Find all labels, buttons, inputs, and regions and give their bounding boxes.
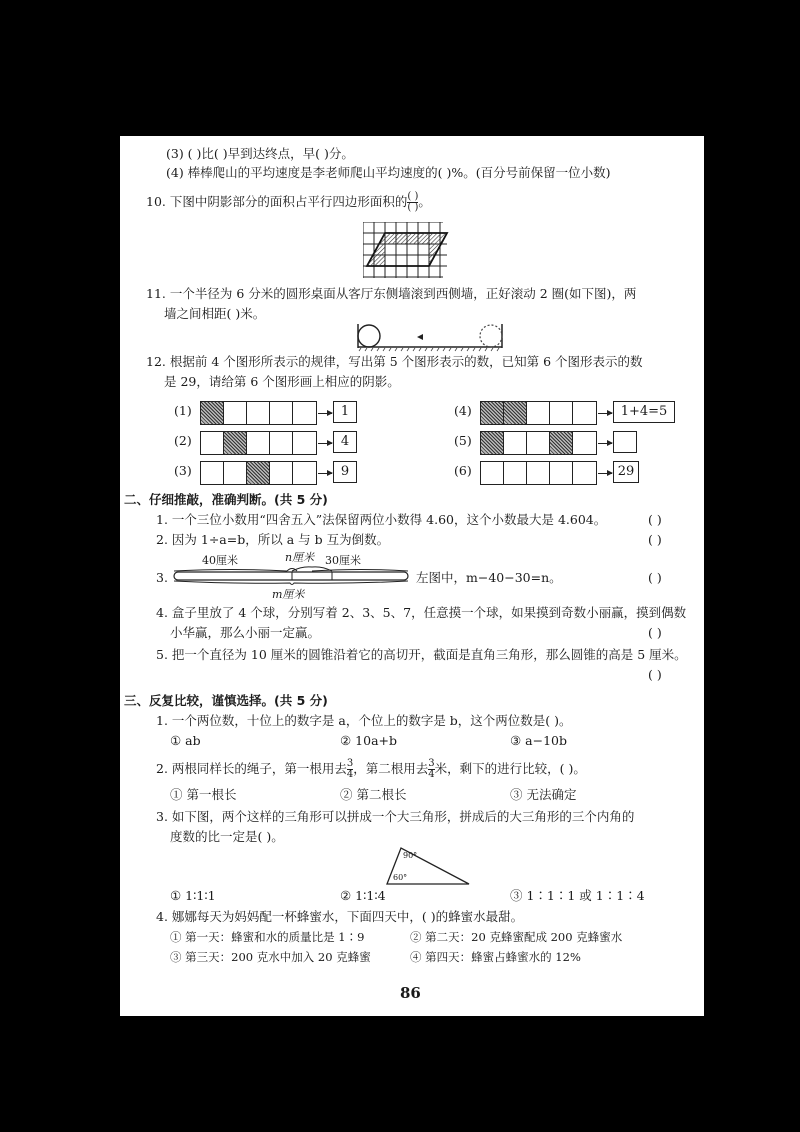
segment-m-label: m厘米 bbox=[272, 588, 305, 601]
q10-question: 10. 下图中阴影部分的面积占平行四边形面积的 $\frac{( )}{( )}$ 。 bbox=[146, 191, 431, 213]
figure-1-arrow bbox=[318, 413, 332, 414]
segment-n-label: n厘米 bbox=[285, 551, 315, 564]
judge-item-4-line2: 小华赢，那么小丽一定赢。 bbox=[170, 625, 321, 640]
choice-q3-line1: 3. 如下图，两个这样的三角形可以拼成一个大三角形，拼成后的大三角形的三个内角的 bbox=[156, 809, 635, 824]
choice-q2-option-3[interactable]: ③ 无法确定 bbox=[510, 787, 577, 802]
judge-answer-2[interactable]: ( ) bbox=[648, 532, 662, 547]
figure-4-result: 1+4=5 bbox=[613, 401, 675, 423]
choice-q1-option-3[interactable]: ③ a−10b bbox=[510, 733, 568, 748]
figure-5-label: (5) bbox=[454, 433, 472, 448]
judge-item-3-text: 左图中，m−40−30=n。 bbox=[416, 570, 562, 585]
q11-line2: 墙之间相距( )米。 bbox=[164, 306, 266, 321]
figure-2-result: 4 bbox=[333, 431, 357, 453]
choice-q1-option-2[interactable]: ② 10a+b bbox=[340, 733, 398, 748]
choice-q4-option-1[interactable]: ① 第一天：蜂蜜和水的质量比是 1∶9 bbox=[170, 930, 365, 944]
figure-5-cells bbox=[480, 431, 597, 455]
segment-diagram bbox=[172, 566, 412, 588]
figure-4-arrow bbox=[598, 413, 612, 414]
choice-q3-option-2[interactable]: ② 1∶1∶4 bbox=[340, 888, 386, 903]
figure-1-cells bbox=[200, 401, 317, 425]
figure-2-label: (2) bbox=[174, 433, 192, 448]
judge-answer-3[interactable]: ( ) bbox=[648, 570, 662, 585]
angle-90-label: 90° bbox=[403, 851, 418, 860]
q12-line1: 12. 根据前 4 个图形所表示的规律，写出第 5 个图形表示的数，已知第 6 个图形表示的数 bbox=[146, 354, 643, 369]
judge-answer-1[interactable]: ( ) bbox=[648, 512, 662, 527]
parallelogram-grid-figure bbox=[363, 222, 451, 278]
worksheet-page bbox=[120, 136, 704, 1016]
rolling-table-diagram bbox=[355, 322, 505, 352]
figure-6-arrow bbox=[598, 473, 612, 474]
figure-1-label: (1) bbox=[174, 403, 192, 418]
choice-q1-option-1[interactable]: ① ab bbox=[170, 733, 201, 748]
choice-q3-line2: 度数的比一定是( )。 bbox=[170, 829, 284, 844]
judge-answer-5[interactable]: ( ) bbox=[648, 667, 662, 682]
page-number: 86 bbox=[400, 984, 421, 1002]
figure-6-label: (6) bbox=[454, 463, 472, 478]
figure-1-result: 1 bbox=[333, 401, 357, 423]
q11-line1: 11. 一个半径为 6 分米的圆形桌面从客厅东侧墙滚到西侧墙，正好滚动 2 圈(如下图)，两 bbox=[146, 286, 637, 301]
figure-4-cells bbox=[480, 401, 597, 425]
q9-sub3: (3) ( )比( )早到达终点，早( )分。 bbox=[166, 146, 354, 161]
choice-q2-option-2[interactable]: ② 第二根长 bbox=[340, 787, 407, 802]
figure-3-label: (3) bbox=[174, 463, 192, 478]
figure-6-cells[interactable] bbox=[480, 461, 597, 485]
segment-40-label: 40厘米 bbox=[202, 554, 238, 567]
angle-60-label: 60° bbox=[393, 873, 408, 882]
q9-sub4: (4) 棒棒爬山的平均速度是李老师爬山平均速度的( )%。(百分号前保留一位小数) bbox=[166, 165, 611, 180]
section-2-title: 二、仔细推敲，准确判断。(共 5 分) bbox=[124, 492, 328, 507]
q12-line2: 是 29，请给第 6 个图形画上相应的阴影。 bbox=[164, 374, 400, 389]
judge-item-4-line1: 4. 盒子里放了 4 个球，分别写着 2、3、5、7，任意摸一个球，如果摸到奇数小丽赢，摸到偶数 bbox=[156, 605, 687, 620]
figure-4-label: (4) bbox=[454, 403, 472, 418]
segment-30-label: 30厘米 bbox=[325, 554, 361, 567]
figure-5-arrow bbox=[598, 443, 612, 444]
figure-2-cells bbox=[200, 431, 317, 455]
q10-text: 10. 下图中阴影部分的面积占平行四边形面积的 bbox=[146, 194, 408, 209]
section-3-title: 三、反复比较，谨慎选择。(共 5 分) bbox=[124, 693, 328, 708]
figure-3-arrow bbox=[318, 473, 332, 474]
judge-answer-4[interactable]: ( ) bbox=[648, 625, 662, 640]
judge-item-3-number: 3. bbox=[156, 570, 168, 585]
judge-item-5: 5. 把一个直径为 10 厘米的圆锥沿着它的高切开，截面是直角三角形，那么圆锥的高是 5 厘米。 bbox=[156, 647, 687, 662]
choice-q4-option-4[interactable]: ④ 第四天：蜂蜜占蜂蜜水的 12% bbox=[410, 950, 581, 964]
choice-q2: 2. 两根同样长的绳子，第一根用去 $\frac{3}{4}$ ，第二根用去 $\frac{3}{4}$ 米，剩下的进行比较，( )。 bbox=[156, 758, 586, 780]
choice-q4: 4. 娜娜每天为妈妈配一杯蜂蜜水，下面四天中，( )的蜂蜜水最甜。 bbox=[156, 909, 524, 924]
judge-item-1: 1. 一个三位小数用“四舍五入”法保留两位小数得 4.60，这个小数最大是 4.604。 bbox=[156, 512, 607, 527]
figure-5-answer-box[interactable] bbox=[613, 431, 637, 453]
choice-q4-option-2[interactable]: ② 第二天：20 克蜂蜜配成 200 克蜂蜜水 bbox=[410, 930, 623, 944]
choice-q3-option-3[interactable]: ③ 1∶1∶1 或 1∶1∶4 bbox=[510, 888, 645, 903]
q10-fraction-blank[interactable]: $\frac{( )}{( )}$ bbox=[407, 191, 419, 213]
choice-q3-option-1[interactable]: ① 1∶1∶1 bbox=[170, 888, 216, 903]
figure-3-cells bbox=[200, 461, 317, 485]
choice-q4-option-3[interactable]: ③ 第三天：200 克水中加入 20 克蜂蜜 bbox=[170, 950, 371, 964]
figure-6-result: 29 bbox=[613, 461, 639, 483]
judge-item-2: 2. 因为 1÷a=b，所以 a 与 b 互为倒数。 bbox=[156, 532, 390, 547]
figure-3-result: 9 bbox=[333, 461, 357, 483]
choice-q1: 1. 一个两位数，十位上的数字是 a，个位上的数字是 b，这个两位数是( )。 bbox=[156, 713, 572, 728]
figure-2-arrow bbox=[318, 443, 332, 444]
choice-q2-option-1[interactable]: ① 第一根长 bbox=[170, 787, 237, 802]
